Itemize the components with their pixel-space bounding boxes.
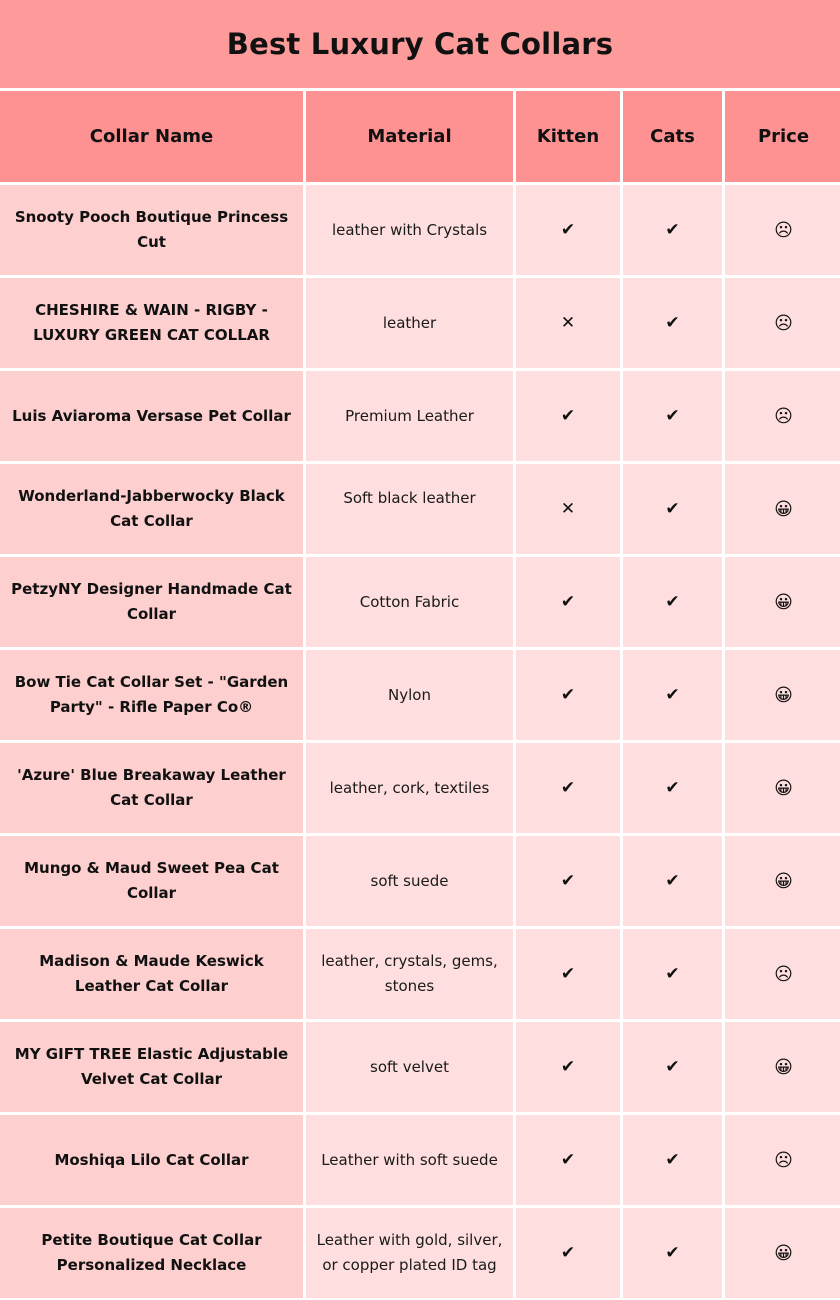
kitten-check-icon: ✔ [516,650,620,740]
cats-check-icon: ✔ [623,650,722,740]
cats-check-icon: ✔ [623,278,722,368]
collar-name-cell: Madison & Maude Keswick Leather Cat Collar [0,929,303,1019]
price-smile-icon: 😀 [725,1022,840,1112]
kitten-check-icon: ✔ [516,929,620,1019]
collar-name-cell: Mungo & Maud Sweet Pea Cat Collar [0,836,303,926]
price-frown-icon: ☹ [725,1115,840,1205]
kitten-check-icon: ✔ [516,836,620,926]
kitten-cross-icon: ✕ [516,464,620,554]
kitten-check-icon: ✔ [516,1208,620,1298]
price-smile-icon: 😀 [725,557,840,647]
material-cell: soft suede [306,836,513,926]
kitten-check-icon: ✔ [516,371,620,461]
material-cell: Leather with gold, silver, or copper plated ID tag [306,1208,513,1298]
cats-check-icon: ✔ [623,464,722,554]
kitten-check-icon: ✔ [516,185,620,275]
collar-comparison-table [0,91,840,1300]
price-smile-icon: 😀 [725,836,840,926]
kitten-check-icon: ✔ [516,1022,620,1112]
cats-check-icon: ✔ [623,557,722,647]
price-frown-icon: ☹ [725,929,840,1019]
collar-name-cell: PetzyNY Designer Handmade Cat Collar [0,557,303,647]
header-kitten: Kitten [516,91,620,182]
cats-check-icon: ✔ [623,743,722,833]
cats-check-icon: ✔ [623,929,722,1019]
title-banner [0,0,840,88]
price-smile-icon: 😀 [725,464,840,554]
collar-name-cell: Luis Aviaroma Versase Pet Collar [0,371,303,461]
header-collar-name: Collar Name [0,91,303,182]
cats-check-icon: ✔ [623,1022,722,1112]
collar-name-cell: Wonderland-Jabberwocky Black Cat Collar [0,464,303,554]
price-smile-icon: 😀 [725,743,840,833]
collar-name-cell: Bow Tie Cat Collar Set - "Garden Party" - Rifle Paper Co® [0,650,303,740]
kitten-cross-icon: ✕ [516,278,620,368]
collar-name-cell: Moshiqa Lilo Cat Collar [0,1115,303,1205]
price-frown-icon: ☹ [725,185,840,275]
price-frown-icon: ☹ [725,278,840,368]
material-cell: leather, crystals, gems, stones [306,929,513,1019]
collar-name-cell: Petite Boutique Cat Collar Personalized Necklace [0,1208,303,1298]
material-cell: leather, cork, textiles [306,743,513,833]
material-cell: soft velvet [306,1022,513,1112]
header-price: Price [725,91,840,182]
material-cell: Leather with soft suede [306,1115,513,1205]
material-cell: leather with Crystals [306,185,513,275]
material-cell: leather [306,278,513,368]
cats-check-icon: ✔ [623,1208,722,1298]
collar-name-cell: Snooty Pooch Boutique Princess Cut [0,185,303,275]
kitten-check-icon: ✔ [516,557,620,647]
kitten-check-icon: ✔ [516,1115,620,1205]
cats-check-icon: ✔ [623,1115,722,1205]
price-frown-icon: ☹ [725,371,840,461]
kitten-check-icon: ✔ [516,743,620,833]
cats-check-icon: ✔ [623,836,722,926]
collar-name-cell: MY GIFT TREE Elastic Adjustable Velvet Cat Collar [0,1022,303,1112]
cats-check-icon: ✔ [623,371,722,461]
header-cats: Cats [623,91,722,182]
collar-name-cell: CHESHIRE & WAIN - RIGBY - LUXURY GREEN CAT COLLAR [0,278,303,368]
cats-check-icon: ✔ [623,185,722,275]
price-smile-icon: 😀 [725,650,840,740]
collar-name-cell: 'Azure' Blue Breakaway Leather Cat Collar [0,743,303,833]
header-material: Material [306,91,513,182]
material-cell: Soft black leather [306,464,513,554]
page-title: Best Luxury Cat Collars [226,27,614,61]
material-cell: Nylon [306,650,513,740]
price-smile-icon: 😀 [725,1208,840,1298]
material-cell: Premium Leather [306,371,513,461]
material-cell: Cotton Fabric [306,557,513,647]
